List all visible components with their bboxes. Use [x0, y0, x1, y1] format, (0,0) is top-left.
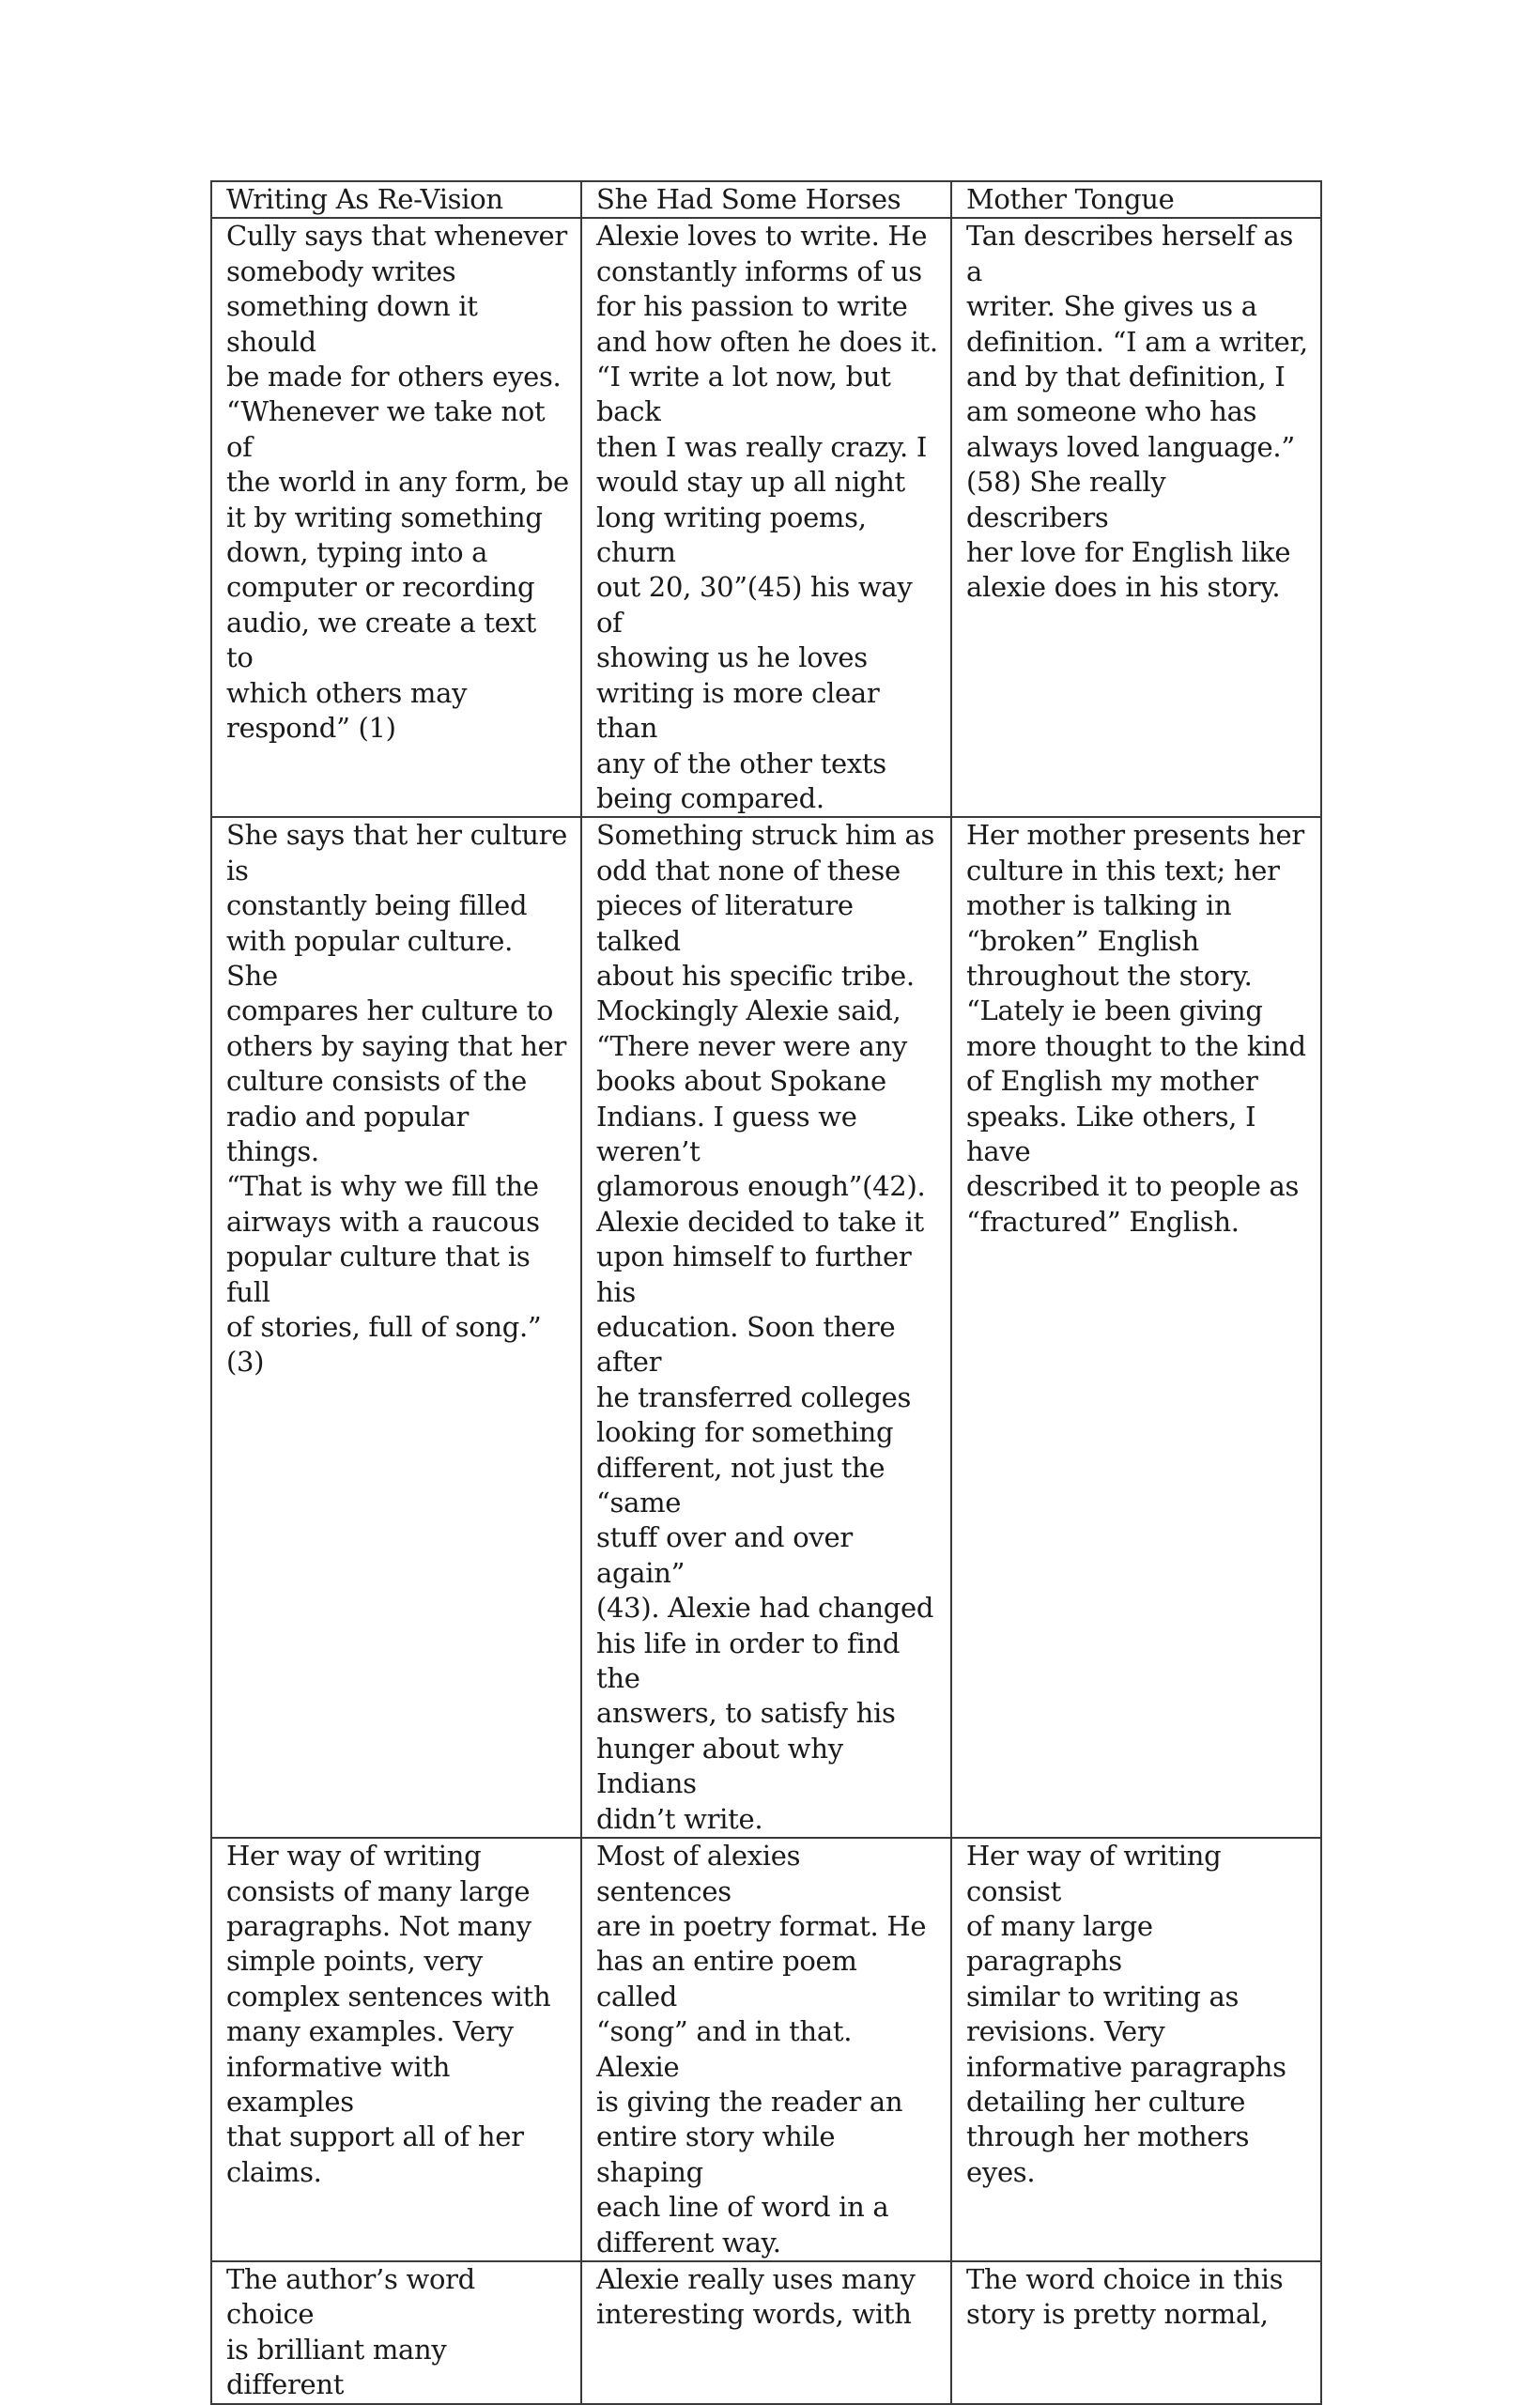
table-cell: Something struck him as odd that none of these pieces of literature talked about his specific tribe. Mockingly Alexie said, “There never were any books about Spokane Indians. I guess we weren’t glamorous enough”(42). Alexie decided to take it upon himself to further his education. Soon there after he transferred colleges looking for something different, not just the “same stuff over and over again” (43). Alexie had changed his life in order to find the answers, to satisfy his hunger about why Indians didn’t write.	[581, 817, 951, 1838]
header-cell-she-had-some-horses: She Had Some Horses	[581, 181, 951, 218]
table-row	[211, 218, 1321, 817]
table-cell: Tan describes herself as a writer. She gives us a definition. “I am a writer, and by that definition, I am someone who has always loved language.” (58) She really describers her love for English like alexie does in his story.	[951, 218, 1321, 817]
table-cell: Her mother presents her culture in this text; her mother is talking in “broken” English throughout the story. “Lately ie been giving more thought to the kind of English my mother speaks. Like others, I have described it to people as “fractured” English.	[951, 817, 1321, 1838]
table-cell: Her way of writing consists of many large paragraphs. Not many simple points, very complex sentences with many examples. Very informative with examples that support all of her claims.	[211, 1838, 581, 2261]
table-cell: Most of alexies sentences are in poetry format. He has an entire poem called “song” and in that. Alexie is giving the reader an entire story while shaping each line of word in a different way.	[581, 1838, 951, 2261]
table-cell: Alexie really uses many interesting words, with	[581, 2261, 951, 2404]
table-cell: Alexie loves to write. He constantly informs of us for his passion to write and how often he does it. “I write a lot now, but back then I was really crazy. I would stay up all night long writing poems, churn out 20, 30”(45) his way of showing us he loves writing is more clear than any of the other texts being compared.	[581, 218, 951, 817]
header-cell-mother-tongue: Mother Tongue	[951, 181, 1321, 218]
table-cell: Cully says that whenever somebody writes something down it should be made for others eyes. “Whenever we take not of the world in any form, be it by writing something down, typing into a computer or recording audio, we create a text to which others may respond” (1)	[211, 218, 581, 817]
header-cell-writing-as-re-vision: Writing As Re-Vision	[211, 181, 581, 218]
table-cell: The author’s word choice is brilliant many different	[211, 2261, 581, 2404]
table-row	[211, 1838, 1321, 2261]
table-row	[211, 817, 1321, 1838]
table-row	[211, 2261, 1321, 2404]
comparison-table	[210, 180, 1322, 2405]
table-cell: The word choice in this story is pretty normal,	[951, 2261, 1321, 2404]
table-header-row	[211, 181, 1321, 218]
table-cell: She says that her culture is constantly being filled with popular culture. She compares her culture to others by saying that her culture consists of the radio and popular things. “That is why we fill the airways with a raucous popular culture that is full of stories, full of song.” (3)	[211, 817, 581, 1838]
table-cell: Her way of writing consist of many large paragraphs similar to writing as revisions. Very informative paragraphs detailing her culture through her mothers eyes.	[951, 1838, 1321, 2261]
